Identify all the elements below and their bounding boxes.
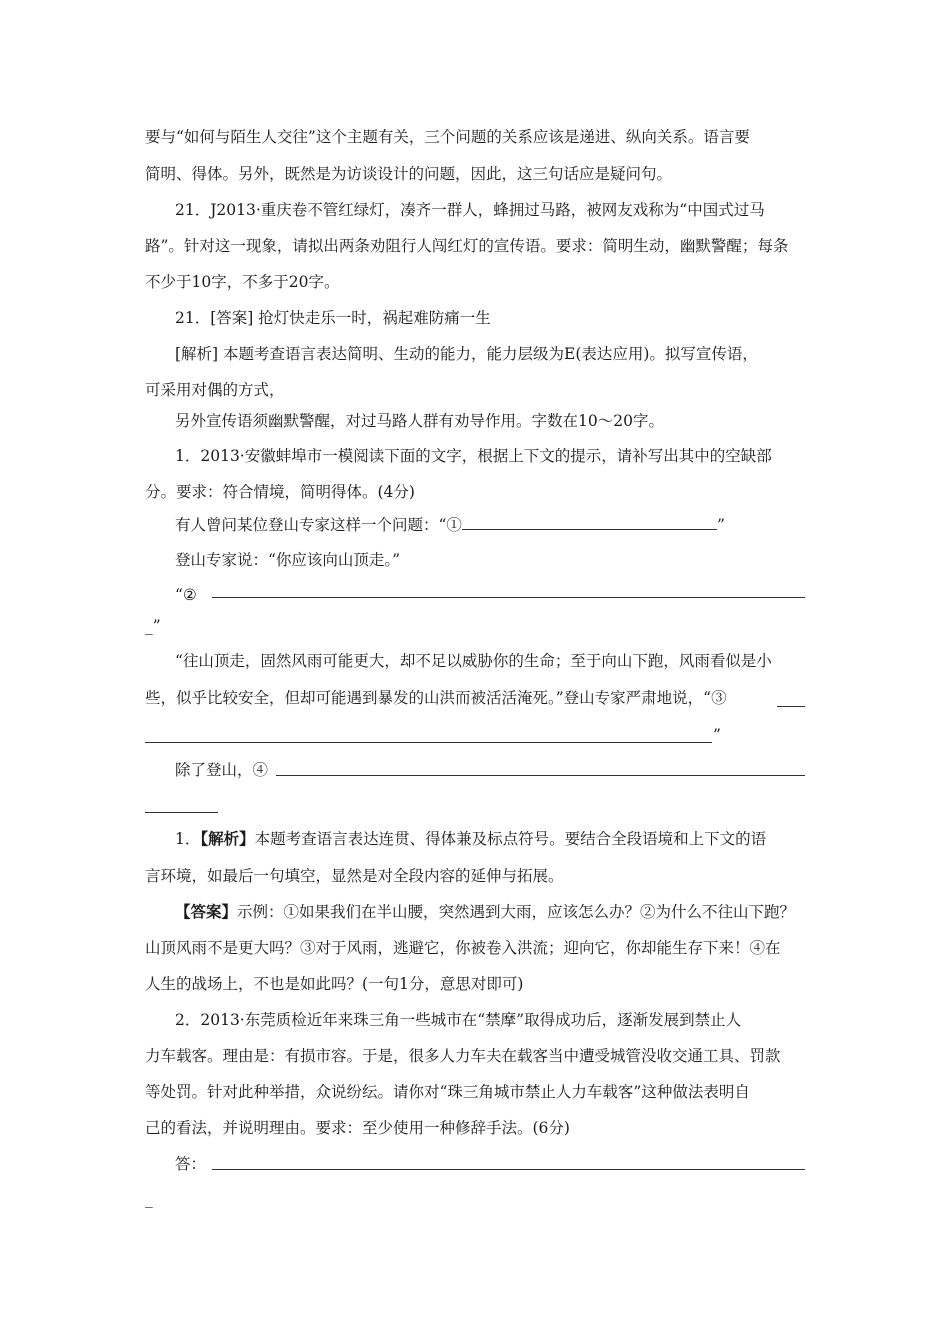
text-segment: 示例：①如果我们在半山腰，突然遇到大雨，应该怎么办？②为什么不往山下跑？ xyxy=(237,903,796,921)
text-line: 分。要求：符合情境，简明得体。(4分) xyxy=(145,483,415,501)
fill-blank[interactable] xyxy=(777,706,805,707)
text-line: 路”。针对这一现象，请拟出两条劝阻行人闯红灯的宣传语。要求：简明生动，幽默警醒；每条 xyxy=(145,237,789,255)
analysis-1-line xyxy=(175,828,840,850)
text-segment: 有人曾问某位登山专家这样一个问题：“① xyxy=(175,516,462,534)
text-line: _ xyxy=(145,1190,153,1208)
question-1-line: 1．2013·安徽蚌埠市一模阅读下面的文字，根据上下文的提示，请补写出其中的空缺部 xyxy=(175,447,772,465)
text-segment: “② xyxy=(175,586,197,604)
fill-blank[interactable] xyxy=(276,775,805,776)
answer-1-line xyxy=(175,901,840,923)
answer-label: 【答案】 xyxy=(175,902,238,921)
question-2-line: 2．2013·东莞质检近年来珠三角一些城市在“禁摩”取得成功后，逐渐发展到禁止人 xyxy=(175,1011,742,1029)
text-segment: 本题考查语言表达连贯、得体兼及标点符号。要结合全段语境和上下文的语 xyxy=(254,830,767,848)
text-line: _” xyxy=(145,617,161,635)
text-line: “往山顶走，固然风雨可能更大，却不足以威胁你的生命；至于向山下跑，风雨看似是小 xyxy=(175,652,772,670)
answer-prompt-line xyxy=(175,1153,840,1175)
text-segment: ” xyxy=(716,516,725,534)
fill-blank[interactable] xyxy=(212,597,805,598)
text-line: 人生的战场上，不也是如此吗？(一句1分，意思对即可) xyxy=(145,975,524,993)
analysis-21-line: [解析] 本题考查语言表达简明、生动的能力，能力层级为E(表达应用)。拟写宣传语， xyxy=(175,345,758,363)
answer-blank[interactable] xyxy=(212,1169,805,1170)
answer-21-line: 21．[答案] 抢灯快走乐一时，祸起难防痛一生 xyxy=(175,309,491,327)
text-line: 己的看法，并说明理由。要求：至少使用一种修辞手法。(6分) xyxy=(145,1119,570,1137)
text-segment: 除了登山，④ xyxy=(175,761,269,779)
fill-blank[interactable] xyxy=(145,812,218,813)
text-line: 等处罚。针对此种举措，众说纷纭。请你对“珠三角城市禁止人力车载客”这种做法表明自 xyxy=(145,1083,750,1101)
text-line: 可采用对偶的方式， xyxy=(145,381,285,399)
text-segment: 答： xyxy=(175,1155,207,1173)
text-line: 要与“如何与陌生人交往”这个主题有关，三个问题的关系应该是递进、纵向关系。语言要 xyxy=(145,128,750,146)
text-line: 山顶风雨不是更大吗？③对于风雨，逃避它，你被卷入洪流；迎向它，你却能生存下来！④在 xyxy=(145,939,781,957)
text-line: 登山专家说：“你应该向山顶走。” xyxy=(175,551,401,569)
text-line: 言环境，如最后一句填空，显然是对全段内容的延伸与拓展。 xyxy=(145,867,564,885)
text-line xyxy=(175,759,840,781)
text-line: 另外宣传语须幽默警醒，对过马路人群有劝导作用。字数在10～20字。 xyxy=(175,412,664,430)
fill-blank[interactable] xyxy=(462,514,717,530)
text-line: 些，似乎比较安全，但却可能遇到暴发的山洪而被活活淹死。”登山专家严肃地说，“③ xyxy=(145,689,727,707)
analysis-label: 【解析】 xyxy=(200,829,255,848)
text-line: 力车载客。理由是：有损市容。于是，很多人力车夫在载客当中遭受城管没收交通工具、罚款 xyxy=(145,1047,781,1065)
question-21-line: 21．J2013·重庆卷不管红绿灯，凑齐一群人，蜂拥过马路，被网友戏称为“中国式过马 xyxy=(175,201,765,219)
text-line: ” xyxy=(713,726,721,744)
text-line xyxy=(175,514,840,536)
text-line xyxy=(175,584,840,606)
text-line: 简明、得体。另外，既然是为访谈设计的问题，因此，这三句话应是疑问句。 xyxy=(145,165,673,183)
text-line: 不少于10字，不多于20字。 xyxy=(145,273,340,291)
text-segment: 1． xyxy=(175,830,201,848)
fill-blank[interactable] xyxy=(145,742,712,743)
